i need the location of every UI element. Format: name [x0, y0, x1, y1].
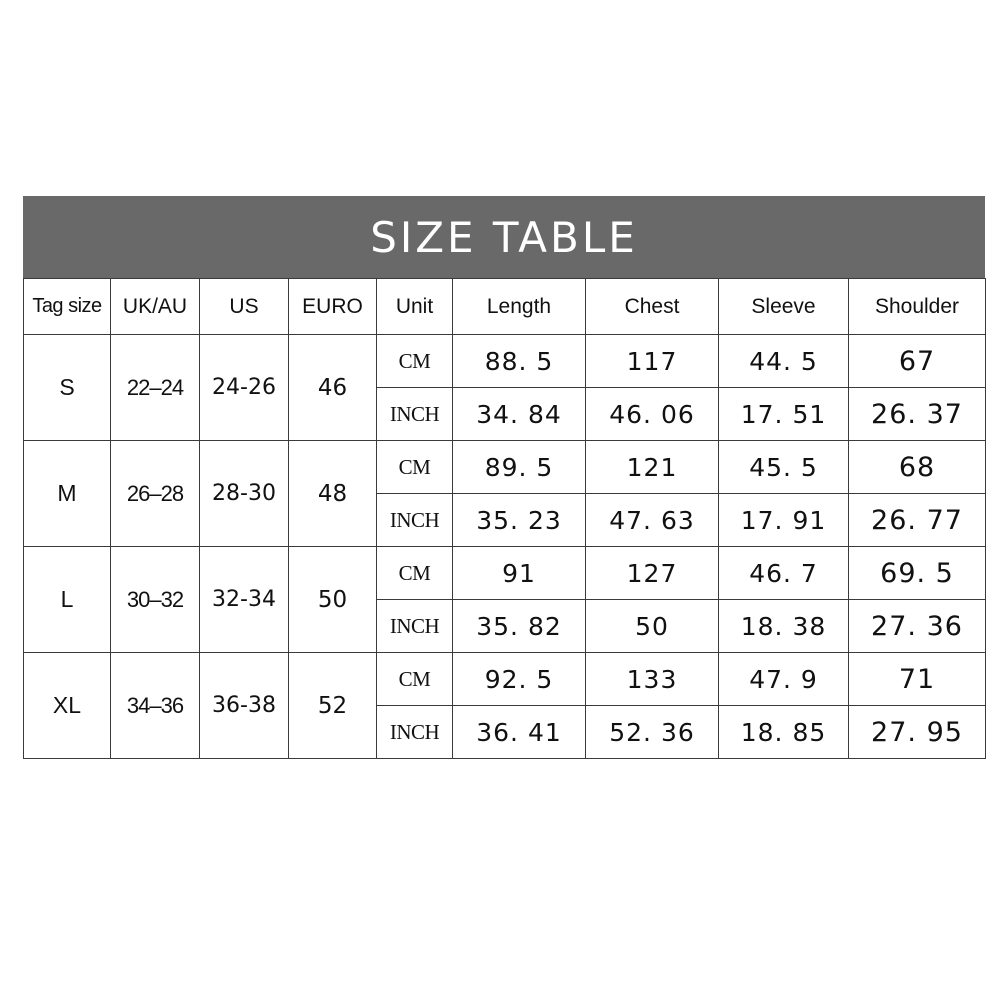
- shoulder-cell: 26. 37: [849, 388, 986, 441]
- us-cell: 24-26: [200, 335, 289, 441]
- chest-cell: 50: [586, 600, 719, 653]
- sleeve-cell: 47. 9: [719, 653, 849, 706]
- unit-cell: INCH: [377, 388, 453, 441]
- sleeve-cell: 44. 5: [719, 335, 849, 388]
- sleeve-cell: 45. 5: [719, 441, 849, 494]
- length-cell: 91: [453, 547, 586, 600]
- column-header-length: Length: [453, 279, 586, 335]
- length-cell: 34. 84: [453, 388, 586, 441]
- shoulder-cell: 27. 36: [849, 600, 986, 653]
- sleeve-cell: 18. 85: [719, 706, 849, 759]
- shoulder-cell: 69. 5: [849, 547, 986, 600]
- length-cell: 92. 5: [453, 653, 586, 706]
- shoulder-cell: 27. 95: [849, 706, 986, 759]
- header-row: [24, 279, 986, 335]
- tag-size-cell: XL: [24, 653, 111, 759]
- unit-cell: CM: [377, 547, 453, 600]
- sleeve-cell: 17. 51: [719, 388, 849, 441]
- title-bar: [23, 196, 985, 278]
- column-header-tag-size: Tag size: [24, 279, 111, 335]
- column-header-shoulder: Shoulder: [849, 279, 986, 335]
- chest-cell: 47. 63: [586, 494, 719, 547]
- length-cell: 35. 82: [453, 600, 586, 653]
- table-row-l-cm: [24, 547, 986, 600]
- column-header-chest: Chest: [586, 279, 719, 335]
- shoulder-cell: 67: [849, 335, 986, 388]
- length-cell: 35. 23: [453, 494, 586, 547]
- column-header-unit: Unit: [377, 279, 453, 335]
- tag-size-cell: S: [24, 335, 111, 441]
- chest-cell: 127: [586, 547, 719, 600]
- uk-au-cell: 30–32: [111, 547, 200, 653]
- tag-size-cell: M: [24, 441, 111, 547]
- shoulder-cell: 26. 77: [849, 494, 986, 547]
- us-cell: 28-30: [200, 441, 289, 547]
- table-row-xl-cm: [24, 653, 986, 706]
- sleeve-cell: 17. 91: [719, 494, 849, 547]
- table-row-s-cm: [24, 335, 986, 388]
- unit-cell: INCH: [377, 600, 453, 653]
- column-header-sleeve: Sleeve: [719, 279, 849, 335]
- length-cell: 36. 41: [453, 706, 586, 759]
- uk-au-cell: 26–28: [111, 441, 200, 547]
- sleeve-cell: 46. 7: [719, 547, 849, 600]
- tag-size-cell: L: [24, 547, 111, 653]
- table-row-m-cm: [24, 441, 986, 494]
- sleeve-cell: 18. 38: [719, 600, 849, 653]
- chest-cell: 121: [586, 441, 719, 494]
- euro-cell: 50: [289, 547, 377, 653]
- unit-cell: INCH: [377, 706, 453, 759]
- uk-au-cell: 22–24: [111, 335, 200, 441]
- us-cell: 36-38: [200, 653, 289, 759]
- unit-cell: CM: [377, 335, 453, 388]
- column-header-uk-au: UK/AU: [111, 279, 200, 335]
- chest-cell: 117: [586, 335, 719, 388]
- size-table: [23, 278, 986, 759]
- shoulder-cell: 68: [849, 441, 986, 494]
- chest-cell: 52. 36: [586, 706, 719, 759]
- size-sheet: [23, 196, 985, 759]
- euro-cell: 52: [289, 653, 377, 759]
- us-cell: 32-34: [200, 547, 289, 653]
- euro-cell: 46: [289, 335, 377, 441]
- chest-cell: 46. 06: [586, 388, 719, 441]
- column-header-euro: EURO: [289, 279, 377, 335]
- column-header-us: US: [200, 279, 289, 335]
- unit-cell: CM: [377, 441, 453, 494]
- chest-cell: 133: [586, 653, 719, 706]
- euro-cell: 48: [289, 441, 377, 547]
- length-cell: 88. 5: [453, 335, 586, 388]
- shoulder-cell: 71: [849, 653, 986, 706]
- unit-cell: CM: [377, 653, 453, 706]
- uk-au-cell: 34–36: [111, 653, 200, 759]
- page-title: SIZE TABLE: [370, 213, 638, 262]
- length-cell: 89. 5: [453, 441, 586, 494]
- unit-cell: INCH: [377, 494, 453, 547]
